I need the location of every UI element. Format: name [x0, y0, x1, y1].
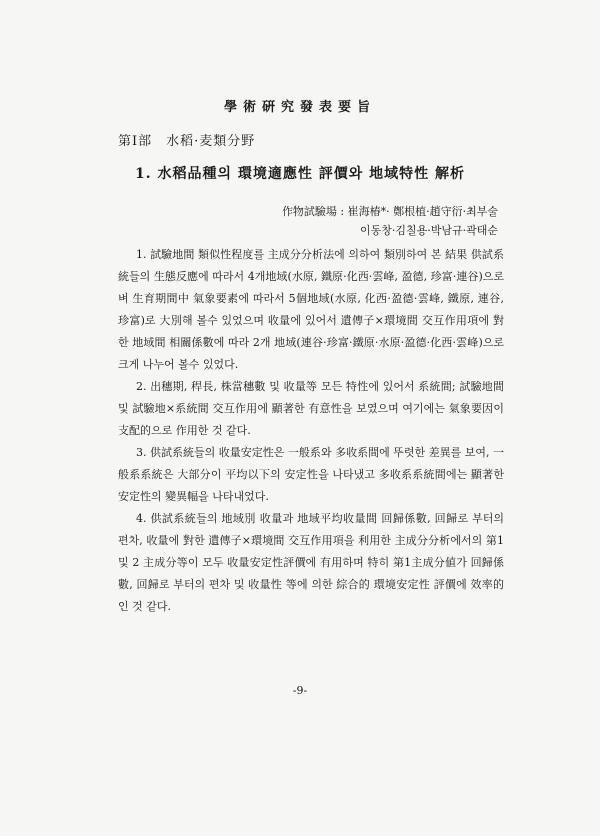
page-header-title: 學術硏究發表要旨: [223, 100, 376, 115]
abstract-paragraph-1: 1. 試驗地間 類似性程度를 主成分分析法에 의하여 類別하여 본 結果 供試系統들의 生態反應에 따라서 4개地域(水原, 鐵原·化西·雲峰, 盈德, 珍富·連谷)으로 벼 生育期間中 氣象要素에 따라서 5個地域(水原, 化西·盈德·雲峰, 鐵原, 連谷, 珍富)로 大別해 볼수 있었으며 收量에 있어서 遺傳子×環境間 交互作用項에 對한 地域間 相關係數에 따라 2개 地域(連谷·珍富·鐵原·水原·盈德·化西·雲峰)으로 크게 나누어 볼수 있었다.: [118, 248, 504, 371]
section-label: 第Ⅰ部 水稻·麦類分野: [118, 134, 256, 149]
page-number: -9-: [292, 684, 308, 697]
abstract-paragraph-3: 3. 供試系統들의 收量安定性은 一般系와 多收系間에 뚜렷한 差異를 보여, 一般系系統은 大部分이 平均以下의 安定性을 나타냈고 多收系系統間에는 顯著한 安定性의 變異幅을 나타내었다.: [118, 446, 504, 503]
abstract-paragraph-2: 2. 出穗期, 稈長, 株當穗數 및 收量等 모든 特性에 있어서 系統間; 試驗地間 및 試驗地×系統間 交互作用에 顯著한 有意性을 보였으며 여기에는 氣象要因이 支配的으로 作用한 것 같다.: [118, 380, 504, 437]
abstract-body: [118, 244, 504, 618]
authors-line-2: 이동창·김칠용·박남규·곽태순: [359, 224, 498, 237]
abstract-paragraph-4: 4. 供試系統들의 地域別 收量과 地域平均收量間 回歸係數, 回歸로 부터의 편차, 收量에 對한 遺傳子×環境間 交互作用項을 利用한 主成分分析에서의 第1 및 2 主成分等이 모두 收量安定性評價에 有用하며 特히 第1主成分値가 回歸係數, 回歸로 부터의 편차 및 收量性 等에 의한 綜合的 環境安定性 評價에 效率的인 것 같다.: [118, 512, 504, 613]
paper-title: 1. 水稻品種의 環境適應性 評價와 地域特性 解析: [134, 166, 466, 182]
authors-line-1: 作物試驗場 : 崔海椿*· 鄭根植·趙守衍·최부술: [281, 205, 498, 218]
